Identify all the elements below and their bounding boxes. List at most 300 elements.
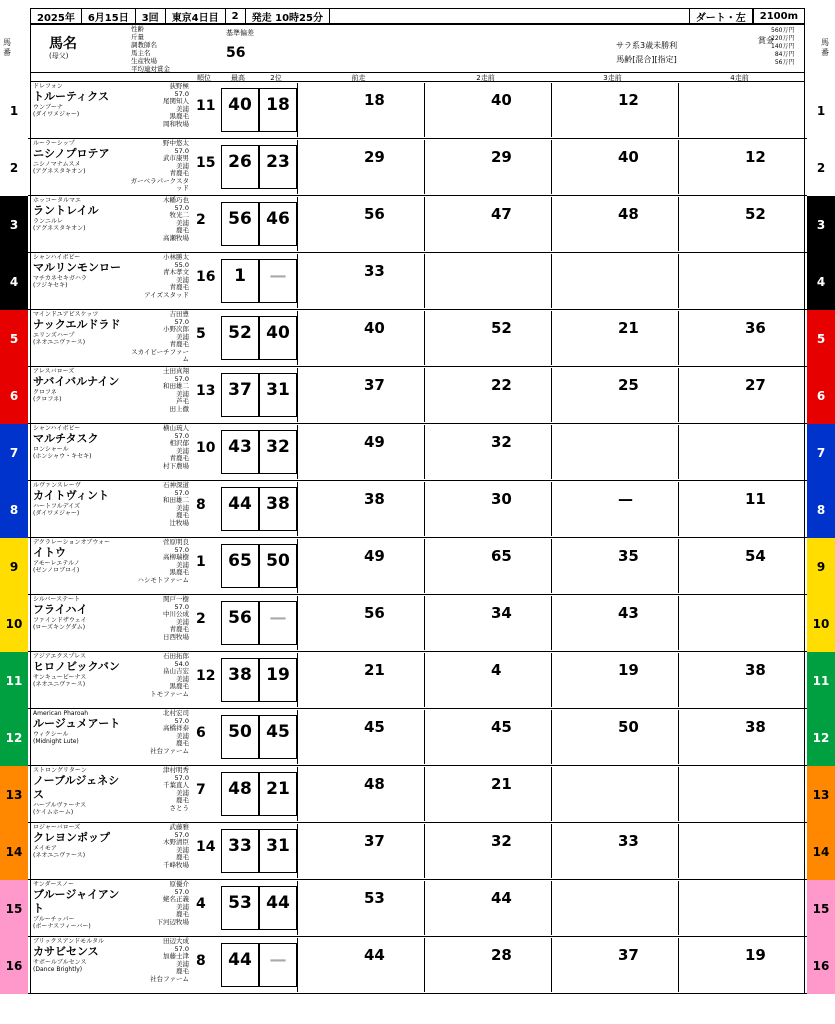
prize-4th: 84万円 (774, 51, 795, 58)
umaban-left: 16 (0, 937, 28, 994)
trainer-name: 高柳瑞樹 (163, 553, 189, 561)
table-row[interactable] (0, 139, 835, 196)
race-prev3 (551, 368, 676, 422)
trainer-name: 木野清臣 (163, 838, 189, 846)
umaban-right: 5 (807, 310, 835, 367)
farm-name: 社台ファーム (150, 746, 189, 755)
farm-name: 岡和牧場 (163, 119, 189, 128)
race-prev3 (551, 938, 676, 992)
jockey-name: 原優介 (169, 880, 189, 888)
second-score-box (259, 259, 297, 303)
race-prev3 (551, 254, 676, 308)
umaban-left: 8 (0, 481, 28, 538)
stable: 美浦 (176, 560, 189, 569)
dam-name: マチカネセキガハラ (33, 275, 87, 282)
damsire-name: (ボーナスフィーバー) (33, 923, 91, 930)
second-score-box (259, 658, 297, 702)
umaban-right: 1 (807, 82, 835, 139)
second-score: 31 (266, 380, 290, 400)
race-prev1 (297, 824, 422, 878)
horse-name[interactable]: マルチタスク (33, 432, 99, 445)
race-track: ダート・左 (689, 9, 753, 23)
second-score: 23 (266, 152, 290, 172)
horse-name[interactable]: ナックエルドラド (33, 318, 121, 331)
farm-name: ガーベラパークスタッド (130, 176, 189, 192)
weight: 57.0 (174, 488, 189, 497)
trainer-name: 武市康男 (163, 154, 189, 162)
horse-body (30, 196, 805, 253)
prev1-score: 40 (364, 319, 385, 337)
sire-name: サンダースノー (33, 881, 74, 888)
weight: 57.0 (174, 203, 189, 212)
best-score-box (221, 373, 259, 417)
rank: 7 (196, 782, 206, 798)
table-row[interactable] (0, 823, 835, 880)
table-row[interactable] (0, 424, 835, 481)
umaban-right: 9 (807, 538, 835, 595)
coat-color: 鹿毛 (176, 226, 189, 234)
sire-name: シルバーステート (33, 596, 81, 603)
rank: 8 (196, 953, 206, 969)
best-score-box (221, 202, 259, 246)
prev1-score: 29 (364, 148, 385, 166)
race-prev4 (678, 83, 805, 137)
second-score-box (259, 601, 297, 645)
race-prev1 (297, 83, 422, 137)
race-prev4 (678, 938, 805, 992)
sire-name: ルヴァンスレーヴ (33, 482, 81, 489)
race-prev1 (297, 140, 422, 194)
umaban-left: 7 (0, 424, 28, 481)
sire-name: アジアエクスプレス (33, 653, 86, 660)
pedigree (33, 710, 129, 745)
table-row[interactable] (0, 253, 835, 310)
umaban-right: 4 (807, 253, 835, 310)
best-score: 56 (228, 608, 252, 628)
race-prev3 (551, 710, 676, 764)
table-row[interactable] (0, 652, 835, 709)
prev4-score: 52 (745, 205, 766, 223)
trainer-name: 青木孝文 (163, 268, 189, 276)
second-score-box (259, 544, 297, 588)
race-prev3 (551, 653, 676, 707)
jockey-name: 武藤雅 (169, 823, 189, 831)
race-prev4 (678, 197, 805, 251)
col-best: 最高 (231, 74, 245, 82)
weight: 57.0 (174, 545, 189, 554)
damsire-name: (ホンシャウ・キセキ) (33, 453, 92, 460)
pedigree (33, 881, 129, 930)
horse-name[interactable]: カイトヴィント (33, 489, 110, 502)
second-score: 45 (266, 722, 290, 742)
weight: 57.0 (174, 887, 189, 896)
coat-color: 青鹿毛 (169, 625, 189, 633)
weight: 54.0 (174, 659, 189, 668)
second-score-box (259, 202, 297, 246)
prev4-score: 38 (745, 718, 766, 736)
race-category (616, 39, 677, 67)
race-prev1 (297, 368, 422, 422)
jockey-name: 小林勝太 (163, 253, 189, 261)
horse-name[interactable]: ブルージャイアント (33, 888, 120, 915)
horse-body (30, 310, 805, 367)
jockey-name: 田辺大成 (163, 937, 189, 945)
horse-body (30, 424, 805, 481)
sire-name: シャンハイボビー (33, 425, 81, 432)
prev4-score: 12 (745, 148, 766, 166)
race-prev1 (297, 482, 422, 536)
sire-name: アレスバローズ (33, 368, 75, 375)
stable: 美浦 (176, 503, 189, 512)
prev3-score: 19 (618, 661, 639, 679)
best-score-box (221, 316, 259, 360)
umaban-right: 14 (807, 823, 835, 880)
rank: 14 (196, 839, 216, 855)
prev1-score: 44 (364, 946, 385, 964)
jockey-name: 土田真翔 (163, 367, 189, 375)
race-prev2 (424, 710, 549, 764)
pedigree (33, 311, 129, 346)
race-prev2 (424, 938, 549, 992)
jockey-name: 石田拓郎 (163, 652, 189, 660)
horse-name[interactable]: フライハイ (33, 603, 88, 616)
horse-body (30, 652, 805, 709)
umaban-left: 6 (0, 367, 28, 424)
second-score: — (269, 950, 287, 970)
prev3-score: 12 (618, 91, 639, 109)
trainer-name: 千葉直人 (163, 781, 189, 789)
column-header (30, 24, 805, 82)
best-score: 44 (228, 950, 252, 970)
coat-color: 鹿毛 (176, 967, 189, 975)
second-score: 19 (266, 665, 290, 685)
table-row[interactable] (0, 196, 835, 253)
umaban-right: 2 (807, 139, 835, 196)
race-prev2 (424, 767, 549, 821)
table-row[interactable] (0, 367, 835, 424)
rank: 12 (196, 668, 216, 684)
second-score-box (259, 316, 297, 360)
rank: 8 (196, 497, 206, 513)
col-second: 2位 (270, 74, 282, 82)
best-score: 26 (228, 152, 252, 172)
table-row[interactable] (0, 538, 835, 595)
dam-name: サンキュービーナス (33, 674, 87, 681)
coat-color: 青鹿毛 (169, 169, 189, 177)
table-row[interactable] (0, 937, 835, 994)
second-score: 21 (266, 779, 290, 799)
weight: 57.0 (174, 317, 189, 326)
prize-label: 賞金 (758, 36, 774, 45)
prev2-score: 44 (491, 889, 512, 907)
prev1-score: 53 (364, 889, 385, 907)
dam-name: ウィクシール (33, 731, 69, 738)
col-rank: 順位 (197, 74, 211, 82)
horse-table (0, 82, 835, 994)
horse-name[interactable]: ニシノプロテア (33, 147, 110, 160)
farm-name: アイズスタッド (144, 290, 189, 299)
race-prev2 (424, 425, 549, 479)
table-row[interactable] (0, 595, 835, 652)
umaban-label-right: 馬番 (821, 38, 829, 57)
pedigree (33, 482, 129, 517)
rank: 2 (196, 611, 206, 627)
prev2-score: 4 (491, 661, 502, 679)
umaban-right: 13 (807, 766, 835, 823)
coat-color: 鹿毛 (176, 910, 189, 918)
table-row[interactable] (0, 481, 835, 538)
second-score-box (259, 373, 297, 417)
race-prev4 (678, 710, 805, 764)
coat-color: 黒鹿毛 (169, 568, 189, 576)
race-prev4 (678, 140, 805, 194)
farm-name: 村下農場 (163, 461, 189, 470)
race-number: 2 (226, 9, 246, 23)
horse-name-label: 馬名 (49, 36, 77, 52)
trainer-block (129, 311, 189, 364)
weight: 57.0 (174, 89, 189, 98)
table-row[interactable] (0, 709, 835, 766)
farm-name: 辻牧場 (169, 518, 189, 527)
race-prev2 (424, 254, 549, 308)
damsire-name: (Midnight Lute) (33, 738, 79, 745)
prev4-score: 19 (745, 946, 766, 964)
race-prev2 (424, 824, 549, 878)
prize-1st: 560万円 (771, 27, 795, 34)
farm-name: ハシモトファーム (137, 575, 189, 584)
umaban-left: 15 (0, 880, 28, 937)
prev1-score: 38 (364, 490, 385, 508)
coat-color: 鹿毛 (176, 739, 189, 747)
race-prev3 (551, 596, 676, 650)
dam-name: ロンシャール (33, 446, 69, 453)
race-prev1 (297, 539, 422, 593)
second-score: 44 (266, 893, 290, 913)
prev1-score: 18 (364, 91, 385, 109)
second-score-box (259, 145, 297, 189)
prev2-score: 32 (491, 832, 512, 850)
stable: 美浦 (176, 446, 189, 455)
horse-name[interactable]: サバイバルナイン (33, 375, 120, 388)
rank: 5 (196, 326, 206, 342)
rank: 4 (196, 896, 206, 912)
race-prev2 (424, 482, 549, 536)
race-prev4 (678, 254, 805, 308)
damsire-name: (ゼンノロブロイ) (33, 567, 80, 574)
horse-name[interactable]: ノーブルジェネシス (33, 774, 120, 801)
race-prev3 (551, 425, 676, 479)
farm-name: 下河辺牧場 (156, 917, 189, 926)
prev2-score: 28 (491, 946, 512, 964)
race-prev1 (297, 254, 422, 308)
weight: 57.0 (174, 431, 189, 440)
jockey-name: 野中悠太 (163, 139, 189, 147)
farm-name: 高瀬牧場 (163, 233, 189, 242)
pedigree (33, 83, 129, 118)
trainer-block (129, 596, 189, 641)
weight: 57.0 (174, 944, 189, 953)
prev1-score: 33 (364, 262, 385, 280)
horse-body (30, 139, 805, 196)
best-score: 43 (228, 437, 252, 457)
best-score: 52 (228, 323, 252, 343)
umaban-left: 13 (0, 766, 28, 823)
weight: 55.0 (174, 260, 189, 269)
trainer-block (129, 140, 189, 193)
weight: 57.0 (174, 374, 189, 383)
pedigree (33, 824, 129, 859)
trainer-name: 小野次郎 (163, 325, 189, 333)
race-year: 2025年 (31, 9, 82, 23)
trainer-name: 畠山吉宏 (163, 667, 189, 675)
pedigree (33, 197, 129, 232)
umaban-left: 3 (0, 196, 28, 253)
horse-body (30, 766, 805, 823)
prize-list (771, 27, 794, 67)
sub-label: 斤量 (131, 33, 144, 41)
umaban-left: 4 (0, 253, 28, 310)
rank: 13 (196, 383, 216, 399)
prev2-score: 65 (491, 547, 512, 565)
damsire-name: (Dance Brightly) (33, 966, 83, 973)
trainer-name: 蛯名正義 (163, 895, 189, 903)
jockey-name: 石神深道 (163, 481, 189, 489)
best-score-box (221, 601, 259, 645)
race-prev1 (297, 881, 422, 935)
sire-name: ドレフォン (33, 83, 63, 90)
coat-color: 黒鹿毛 (169, 112, 189, 120)
race-kai: 3回 (136, 9, 166, 23)
race-prev4 (678, 596, 805, 650)
table-row[interactable] (0, 880, 835, 937)
table-row[interactable] (0, 82, 835, 139)
horse-body (30, 367, 805, 424)
umaban-label-left: 馬番 (3, 38, 11, 57)
coat-color: 鹿毛 (176, 853, 189, 861)
prev1-score: 49 (364, 547, 385, 565)
prev2-score: 30 (491, 490, 512, 508)
damsire-name: (ローズキングダム) (33, 624, 86, 631)
horse-name[interactable]: クレヨンポップ (33, 831, 110, 844)
horse-name[interactable]: イトウ (33, 546, 66, 559)
race-date: 6月15日 (82, 9, 136, 23)
dam-name: アモーレエテルノ (33, 560, 80, 567)
horse-name[interactable]: ラントレイル (33, 204, 99, 217)
best-score: 38 (228, 665, 252, 685)
race-prev2 (424, 83, 549, 137)
horse-name[interactable]: カサビセンス (33, 945, 99, 958)
race-prev4 (678, 824, 805, 878)
umaban-left: 12 (0, 709, 28, 766)
table-row[interactable] (0, 310, 835, 367)
sire-name: ロジャーバローズ (33, 824, 81, 831)
dam-name: クロフネ (33, 389, 57, 396)
prev3-score: 37 (618, 946, 639, 964)
rank: 15 (196, 155, 216, 171)
race-category-text: サラ系3歳未勝利 (616, 41, 678, 50)
race-prev2 (424, 653, 549, 707)
best-score: 53 (228, 893, 252, 913)
table-row[interactable] (0, 766, 835, 823)
trainer-block (129, 254, 189, 299)
trainer-block (129, 767, 189, 812)
stable: 美浦 (176, 332, 189, 341)
prev1-score: 56 (364, 604, 385, 622)
dam-name: ランニルレ (33, 218, 63, 225)
farm-name: 社台ファーム (150, 974, 189, 983)
race-prev4 (678, 368, 805, 422)
rank: 1 (196, 554, 206, 570)
prev3-score: — (618, 490, 633, 508)
race-prev3 (551, 539, 676, 593)
trainer-name: 尾関知人 (163, 97, 189, 105)
trainer-name: 中川公成 (163, 610, 189, 618)
jockey-name: 北村宏司 (163, 709, 189, 717)
race-prev2 (424, 311, 549, 365)
second-score-box (259, 772, 297, 816)
prev2-score: 22 (491, 376, 512, 394)
race-prev2 (424, 368, 549, 422)
coat-color: 黒鹿毛 (169, 682, 189, 690)
dam-name: ハートフルデイズ (33, 503, 81, 510)
umaban-right: 11 (807, 652, 835, 709)
best-score-box (221, 943, 259, 987)
pedigree (33, 596, 129, 631)
trainer-block (129, 197, 189, 242)
damsire-name: (クロフネ) (33, 396, 62, 403)
horse-name[interactable]: トルーティクス (33, 90, 110, 103)
weight: 57.0 (174, 830, 189, 839)
weight: 57.0 (174, 602, 189, 611)
best-score-box (221, 658, 259, 702)
stable: 美浦 (176, 959, 189, 968)
race-prev1 (297, 710, 422, 764)
coat-color: 鹿毛 (176, 796, 189, 804)
stable: 美浦 (176, 275, 189, 284)
dam-name: サボールブルセンス (33, 959, 87, 966)
sire-name: ブリックスアンドモルタル (33, 938, 104, 945)
dam-name: ウンブーナ (33, 104, 63, 111)
sub-label: 馬主名 (131, 49, 151, 57)
race-prev1 (297, 938, 422, 992)
coat-color: 青鹿毛 (169, 454, 189, 462)
col-prev4: 4走前 (730, 74, 749, 82)
damsire-name: (ネオユニヴァース) (33, 852, 86, 859)
jockey-name: 関戸一樹 (163, 595, 189, 603)
second-score-box (259, 943, 297, 987)
best-score: 65 (228, 551, 252, 571)
farm-name: 田上徹 (169, 404, 189, 413)
horse-body (30, 481, 805, 538)
horse-name[interactable]: マルリンモンロー (33, 261, 121, 274)
trainer-name: 相沢郁 (169, 439, 189, 447)
sub-label: 生産牧場 (131, 57, 157, 65)
dam-name: ファインドザウェイ (33, 617, 87, 624)
stable: 美浦 (176, 731, 189, 740)
best-score: 44 (228, 494, 252, 514)
race-prev3 (551, 881, 676, 935)
horse-name[interactable]: ヒロノビックバン (33, 660, 120, 673)
horse-name[interactable]: ルージュメアート (33, 717, 121, 730)
prize-2nd: 220万円 (771, 35, 795, 42)
prev2-score: 34 (491, 604, 512, 622)
stable: 美浦 (176, 218, 189, 227)
col-prev2: 2走前 (476, 74, 495, 82)
best-score-box (221, 886, 259, 930)
prev3-score: 48 (618, 205, 639, 223)
race-place: 東京4日目 (166, 9, 226, 23)
prev1-score: 21 (364, 661, 385, 679)
